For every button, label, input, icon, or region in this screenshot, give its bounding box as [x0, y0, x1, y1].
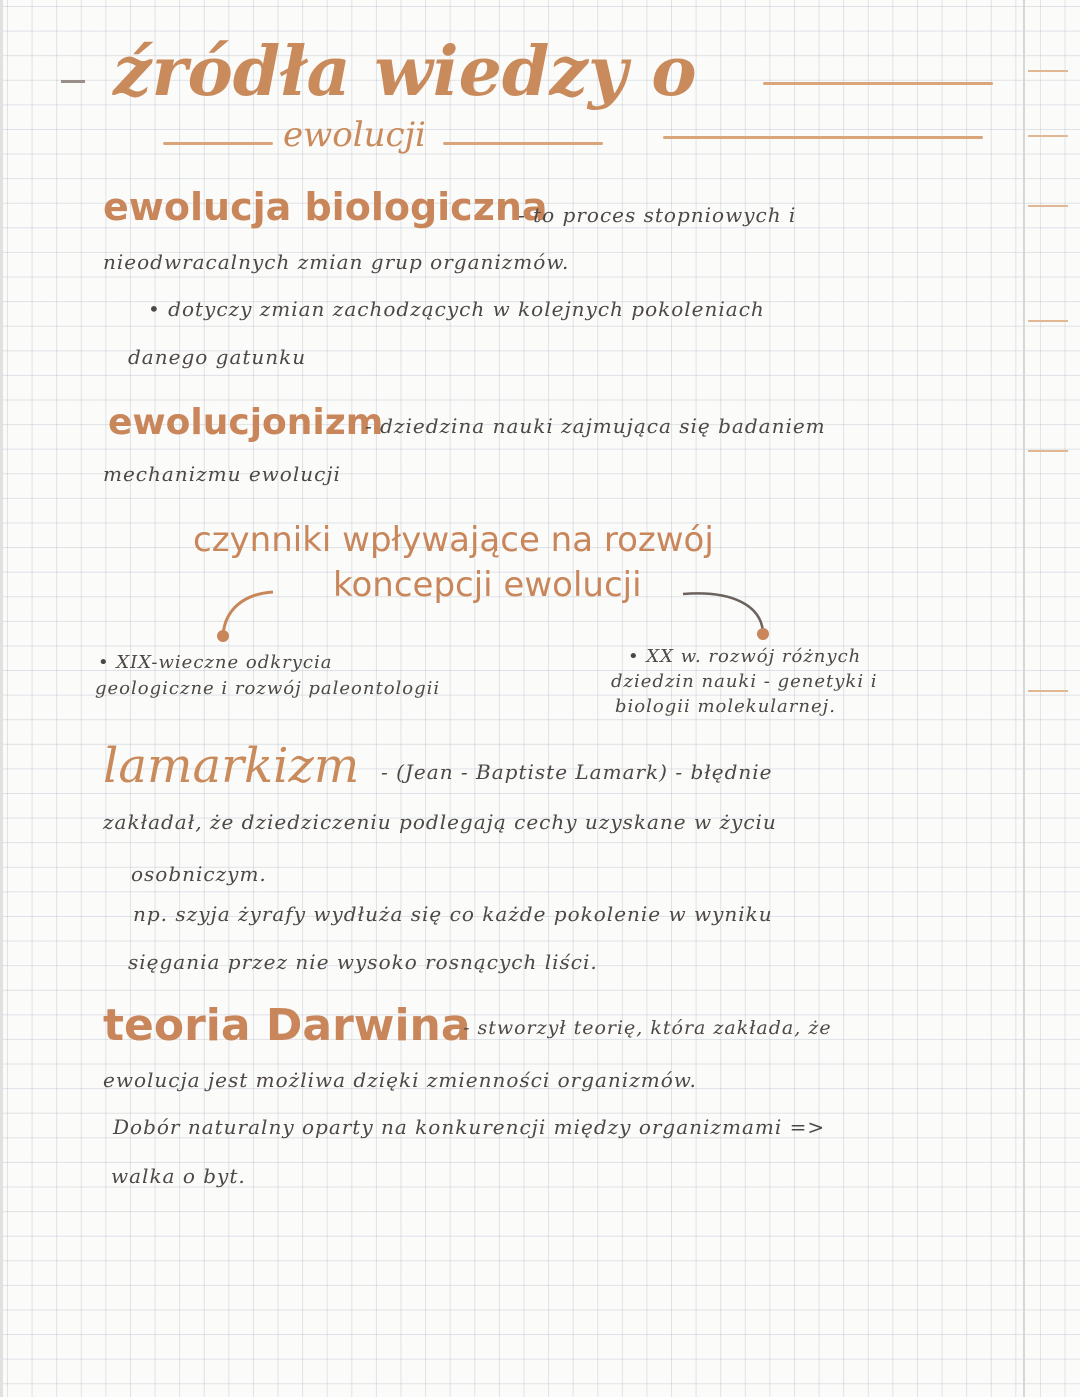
- evolutionism-definition-cont: mechanizmu ewolucji: [103, 462, 341, 486]
- title-dash: [61, 80, 85, 83]
- margin-tick: [1028, 135, 1068, 137]
- title-decor-line: [443, 142, 603, 145]
- factor-right: • XX w. rozwój różnych: [628, 646, 862, 667]
- title-decor-line: [763, 82, 993, 85]
- page-margin-line: [1023, 0, 1025, 1397]
- evolution-definition-cont: nieodwracalnych zmian grup organizmów.: [103, 250, 570, 274]
- lamarckism-definition-cont: zakładał, że dziedziczeniu podlegają cechy uzyskane w życiu: [103, 810, 777, 834]
- title-decor-line: [163, 142, 273, 145]
- darwin-natural-selection: Dobór naturalny oparty na konkurencji między organizmami =>: [113, 1115, 826, 1139]
- lamarckism-example: np. szyja żyrafy wydłuża się co każde pokolenie w wyniku: [133, 902, 773, 926]
- margin-tick: [1028, 690, 1068, 692]
- page-title: źródła wiedzy o: [113, 32, 697, 112]
- evolutionism-definition: - dziedzina nauki zajmująca się badaniem: [365, 414, 826, 438]
- right-arrow-line: [683, 593, 763, 632]
- factor-left: • XIX-wieczne odkrycia: [98, 652, 333, 673]
- factor-right-cont: dziedzin nauki - genetyki i: [611, 671, 878, 692]
- factor-arrows: [203, 580, 803, 650]
- term-evolution: ewolucja biologiczna: [103, 185, 548, 229]
- page-subtitle: ewolucji: [283, 115, 426, 155]
- term-evolutionism: ewolucjonizm: [108, 402, 384, 443]
- lamarckism-example-cont: sięgania przez nie wysoko rosnących liści.: [128, 950, 598, 974]
- margin-tick: [1028, 450, 1068, 452]
- evolution-definition: - to proces stopniowych i: [518, 203, 797, 227]
- lamarckism-definition: - (Jean - Baptiste Lamark) - błędnie: [381, 760, 773, 784]
- term-darwin-theory: teoria Darwina: [103, 1000, 471, 1051]
- evolution-bullet-cont: danego gatunku: [128, 345, 307, 369]
- term-lamarckism: lamarkizm: [103, 738, 360, 794]
- factors-heading: czynniki wpływające na rozwój: [193, 520, 714, 560]
- darwin-definition: - stworzył teorię, która zakłada, że: [463, 1017, 832, 1039]
- left-arrow-line: [223, 592, 273, 635]
- factor-right-cont-2: biologii molekularnej.: [615, 696, 836, 717]
- evolution-bullet: • dotyczy zmian zachodzących w kolejnych pokoleniach: [148, 297, 765, 321]
- margin-tick: [1028, 205, 1068, 207]
- margin-tick: [1028, 70, 1068, 72]
- darwin-struggle: walka o byt.: [111, 1164, 246, 1188]
- margin-tick: [1028, 320, 1068, 322]
- right-arrow-dot: [757, 628, 769, 640]
- title-decor-line: [663, 136, 983, 139]
- left-arrow-dot: [217, 630, 229, 642]
- factor-left-cont: geologiczne i rozwój paleontologii: [95, 678, 441, 699]
- darwin-definition-cont: ewolucja jest możliwa dzięki zmienności organizmów.: [103, 1068, 697, 1092]
- lamarckism-definition-end: osobniczym.: [131, 862, 267, 886]
- factors-heading-cont: koncepcji ewolucji: [333, 565, 642, 605]
